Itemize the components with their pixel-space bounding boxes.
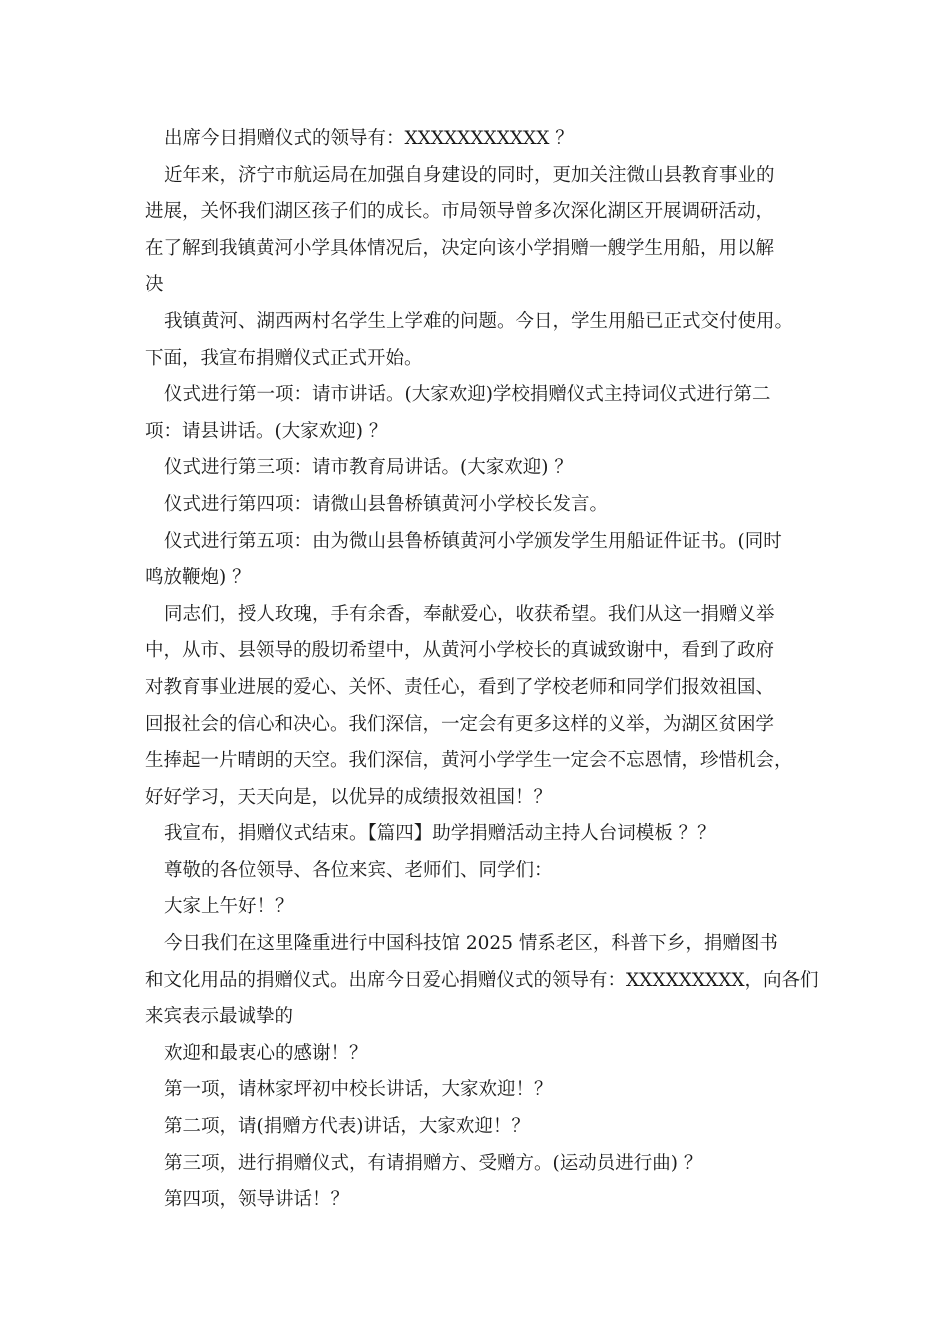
text-line: 同志们，授人玫瑰，手有余香，奉献爱心，收获希望。我们从这一捐赠义举 (164, 603, 775, 625)
text-line: 回报社会的信心和决心。我们深信，一定会有更多这样的义举，为湖区贫困学 (145, 713, 775, 735)
text-line: 好好学习，天天向是，以优异的成绩报效祖国！？ (145, 786, 553, 808)
text-line: 对教育事业进展的爱心、关怀、责任心，看到了学校老师和同学们报效祖国、 (145, 676, 775, 698)
text-line: 进展，关怀我们湖区孩子们的成长。市局领导曾多次深化湖区开展调研活动， (145, 201, 775, 223)
text-line: 在了解到我镇黄河小学具体情况后，决定向该小学捐赠一艘学生用船，用以解 (145, 237, 775, 259)
text-line: 大家上午好！？ (164, 896, 294, 918)
text-line: 第二项，请(捐赠方代表)讲话，大家欢迎！？ (164, 1116, 530, 1138)
text-line: 仪式进行第一项：请市讲话。(大家欢迎)学校捐赠仪式主持词仪式进行第二 (164, 384, 771, 406)
text-line: 决 (145, 274, 164, 296)
text-line: 中，从市、县领导的殷切希望中，从黄河小学校长的真诚致谢中，看到了政府 (145, 640, 775, 662)
text-line: 仪式进行第四项：请微山县鲁桥镇黄河小学校长发言。 (164, 493, 609, 515)
text-line: 生捧起一片晴朗的天空。我们深信，黄河小学学生一定会不忘恩情，珍惜机会， (145, 750, 793, 772)
text-line: 今日我们在这里隆重进行中国科技馆 2025 情系老区，科普下乡，捐赠图书 (164, 933, 778, 955)
document-body (145, 121, 819, 1219)
text-line: 鸣放鞭炮) ？ (145, 567, 251, 589)
text-line: 尊敬的各位领导、各位来宾、老师们、同学们： (164, 859, 553, 881)
text-line: 仪式进行第三项：请市教育局讲话。(大家欢迎) ？ (164, 457, 573, 479)
text-line: 下面，我宣布捐赠仪式正式开始。 (145, 347, 423, 369)
text-line: 我镇黄河、湖西两村名学生上学难的问题。今日，学生用船已正式交付使用。 (164, 310, 794, 332)
text-line: 项：请县讲话。(大家欢迎) ？ (145, 420, 388, 442)
text-line: 第四项，领导讲话！？ (164, 1189, 350, 1211)
text-line: 第一项，请林家坪初中校长讲话，大家欢迎！？ (164, 1079, 553, 1101)
text-line: 欢迎和最衷心的感谢！？ (164, 1042, 368, 1064)
text-line: 来宾表示最诚挚的 (145, 1006, 294, 1028)
text-line: 和文化用品的捐赠仪式。出席今日爱心捐赠仪式的领导有：XXXXXXXXX，向各们 (145, 969, 819, 991)
text-line: 出席今日捐赠仪式的领导有：XXXXXXXXXXX ？ (164, 128, 574, 149)
text-line: 仪式进行第五项：由为微山县鲁桥镇黄河小学颁发学生用船证件证书。(同时 (164, 530, 782, 552)
text-line: 近年来，济宁市航运局在加强自身建设的同时，更加关注微山县教育事业的 (164, 164, 775, 186)
text-line: 我宣布，捐赠仪式结束。【篇四】助学捐赠活动主持人台词模板 ？？ (164, 823, 716, 845)
text-line: 第三项，进行捐赠仪式，有请捐赠方、受赠方。(运动员进行曲) ？ (164, 1152, 703, 1174)
